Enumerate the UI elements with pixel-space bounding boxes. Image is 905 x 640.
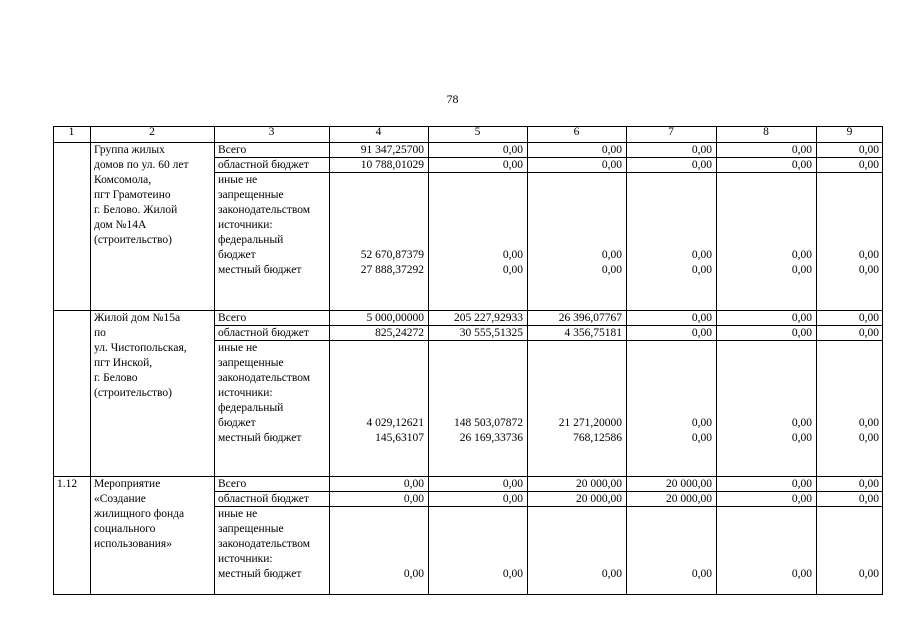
value-cell: 0,00 [858,568,879,580]
value-cell: 0,00 [601,159,622,171]
other-sources-line: иные не [218,342,258,354]
source-label: бюджет [218,417,256,429]
source-label: областной бюджет [218,159,309,171]
column-header-3: 3 [268,126,275,138]
value-cell: 21 271,20000 [558,417,622,429]
item-name-line: Жилой дом №15а [94,312,181,324]
value-cell: 4 356,75181 [564,327,622,339]
item-name-line: (строительство) [94,234,172,246]
source-label: Всего [218,312,247,324]
value-cell: 27 888,37292 [360,264,424,276]
value-cell: 768,12586 [573,432,622,444]
source-label: областной бюджет [218,493,309,505]
value-cell: 0,00 [791,264,812,276]
column-line [882,126,883,595]
value-cell: 0,00 [791,144,812,156]
other-sources-line: иные не [218,508,258,520]
value-cell: 0,00 [403,478,424,490]
item-name-line: по [94,327,106,339]
page-number: 78 [446,92,459,106]
column-header-4: 4 [375,126,382,138]
other-sources-line: источники: [218,219,273,231]
value-cell: 0,00 [601,144,622,156]
item-name-line: дом №14А [94,219,147,231]
value-cell: 825,24272 [375,327,424,339]
row-number: 1.12 [57,478,78,490]
value-cell: 0,00 [601,568,622,580]
value-cell: 0,00 [403,493,424,505]
value-cell: 52 670,87379 [360,249,424,261]
value-cell: 0,00 [791,327,812,339]
value-cell: 0,00 [858,417,879,429]
value-cell: 0,00 [858,478,879,490]
other-sources-line: запрещенные [218,523,284,535]
value-cell: 0,00 [691,568,712,580]
value-cell: 0,00 [691,159,712,171]
source-label: областной бюджет [218,327,309,339]
value-cell: 0,00 [858,249,879,261]
value-cell: 0,00 [502,144,523,156]
value-cell: 20 000,00 [666,478,712,490]
value-cell: 0,00 [691,264,712,276]
other-sources-line: федеральный [218,402,284,414]
item-name-line: ул. Чистопольская, [94,342,187,354]
column-header-1: 1 [68,126,75,138]
item-name-line: пгт Грамотеино [94,189,171,201]
value-cell: 0,00 [791,568,812,580]
value-cell: 0,00 [691,144,712,156]
value-cell: 0,00 [791,249,812,261]
value-cell: 0,00 [502,264,523,276]
item-name-line: Комсомола, [94,174,152,186]
value-cell: 4 029,12621 [366,417,424,429]
value-cell: 91 347,25700 [360,144,424,156]
value-cell: 0,00 [858,159,879,171]
column-header-8: 8 [763,126,769,138]
value-cell: 145,63107 [375,432,424,444]
column-line [329,126,330,595]
value-cell: 0,00 [791,493,812,505]
other-sources-line: запрещенные [218,189,284,201]
value-cell: 0,00 [858,264,879,276]
value-cell: 148 503,07872 [454,417,523,429]
value-cell: 20 000,00 [576,493,622,505]
value-cell: 0,00 [691,249,712,261]
value-cell: 0,00 [858,312,879,324]
source-label: Всего [218,478,247,490]
other-sources-line: законодательством [218,538,311,550]
column-line [214,126,215,595]
value-cell: 0,00 [691,312,712,324]
value-cell: 0,00 [691,417,712,429]
other-sources-line: иные не [218,174,258,186]
value-cell: 0,00 [791,432,812,444]
value-cell: 0,00 [502,493,523,505]
source-label: местный бюджет [218,568,302,580]
source-label: местный бюджет [218,432,302,444]
other-sources-line: запрещенные [218,357,284,369]
value-cell: 20 000,00 [576,478,622,490]
item-name-line: домов по ул. 60 лет [94,159,189,171]
value-cell: 10 788,01029 [360,159,424,171]
item-name-line: Группа жилых [94,144,165,156]
value-cell: 0,00 [403,568,424,580]
value-cell: 0,00 [791,159,812,171]
item-name-line: использования» [94,538,172,550]
item-name-line: г. Белово. Жилой [94,204,178,216]
value-cell: 0,00 [858,327,879,339]
item-name-line: Мероприятие [94,478,161,490]
value-cell: 0,00 [691,432,712,444]
column-line [527,126,528,595]
value-cell: 26 396,07767 [558,312,622,324]
other-sources-line: федеральный [218,234,284,246]
value-cell: 5 000,00000 [366,312,424,324]
value-cell: 26 169,33736 [459,432,523,444]
value-cell: 0,00 [791,417,812,429]
column-line [816,126,817,595]
column-line [53,126,54,595]
column-line [90,126,91,595]
value-cell: 0,00 [502,159,523,171]
column-line [626,126,627,595]
value-cell: 0,00 [601,249,622,261]
value-cell: 0,00 [502,249,523,261]
value-cell: 0,00 [502,478,523,490]
item-name-line: социального [94,523,156,535]
column-header-2: 2 [149,126,155,138]
other-sources-line: законодательством [218,204,311,216]
column-header-7: 7 [668,126,674,138]
value-cell: 0,00 [791,478,812,490]
value-cell: 0,00 [858,144,879,156]
column-header-9: 9 [846,126,853,138]
other-sources-line: источники: [218,553,273,565]
source-label: Всего [218,144,247,156]
value-cell: 0,00 [691,327,712,339]
budget-table [53,126,883,595]
column-line [428,126,429,595]
item-name-line: г. Белово [94,372,138,384]
column-header-5: 5 [474,126,481,138]
value-cell: 30 555,51325 [459,327,523,339]
value-cell: 0,00 [502,568,523,580]
item-name-line: пгт Инской, [94,357,153,369]
block-bottom-border [53,594,883,595]
source-label: бюджет [218,249,256,261]
value-cell: 0,00 [858,432,879,444]
item-name-line: «Создание [94,493,146,505]
item-name-line: жилищного фонда [94,508,185,520]
item-name-line: (строительство) [94,387,172,399]
value-cell: 205 227,92933 [454,312,523,324]
column-line [716,126,717,595]
other-sources-line: законодательством [218,372,311,384]
value-cell: 0,00 [858,493,879,505]
value-cell: 20 000,00 [666,493,712,505]
value-cell: 0,00 [791,312,812,324]
source-label: местный бюджет [218,264,302,276]
other-sources-line: источники: [218,387,273,399]
column-header-6: 6 [573,126,580,138]
value-cell: 0,00 [601,264,622,276]
